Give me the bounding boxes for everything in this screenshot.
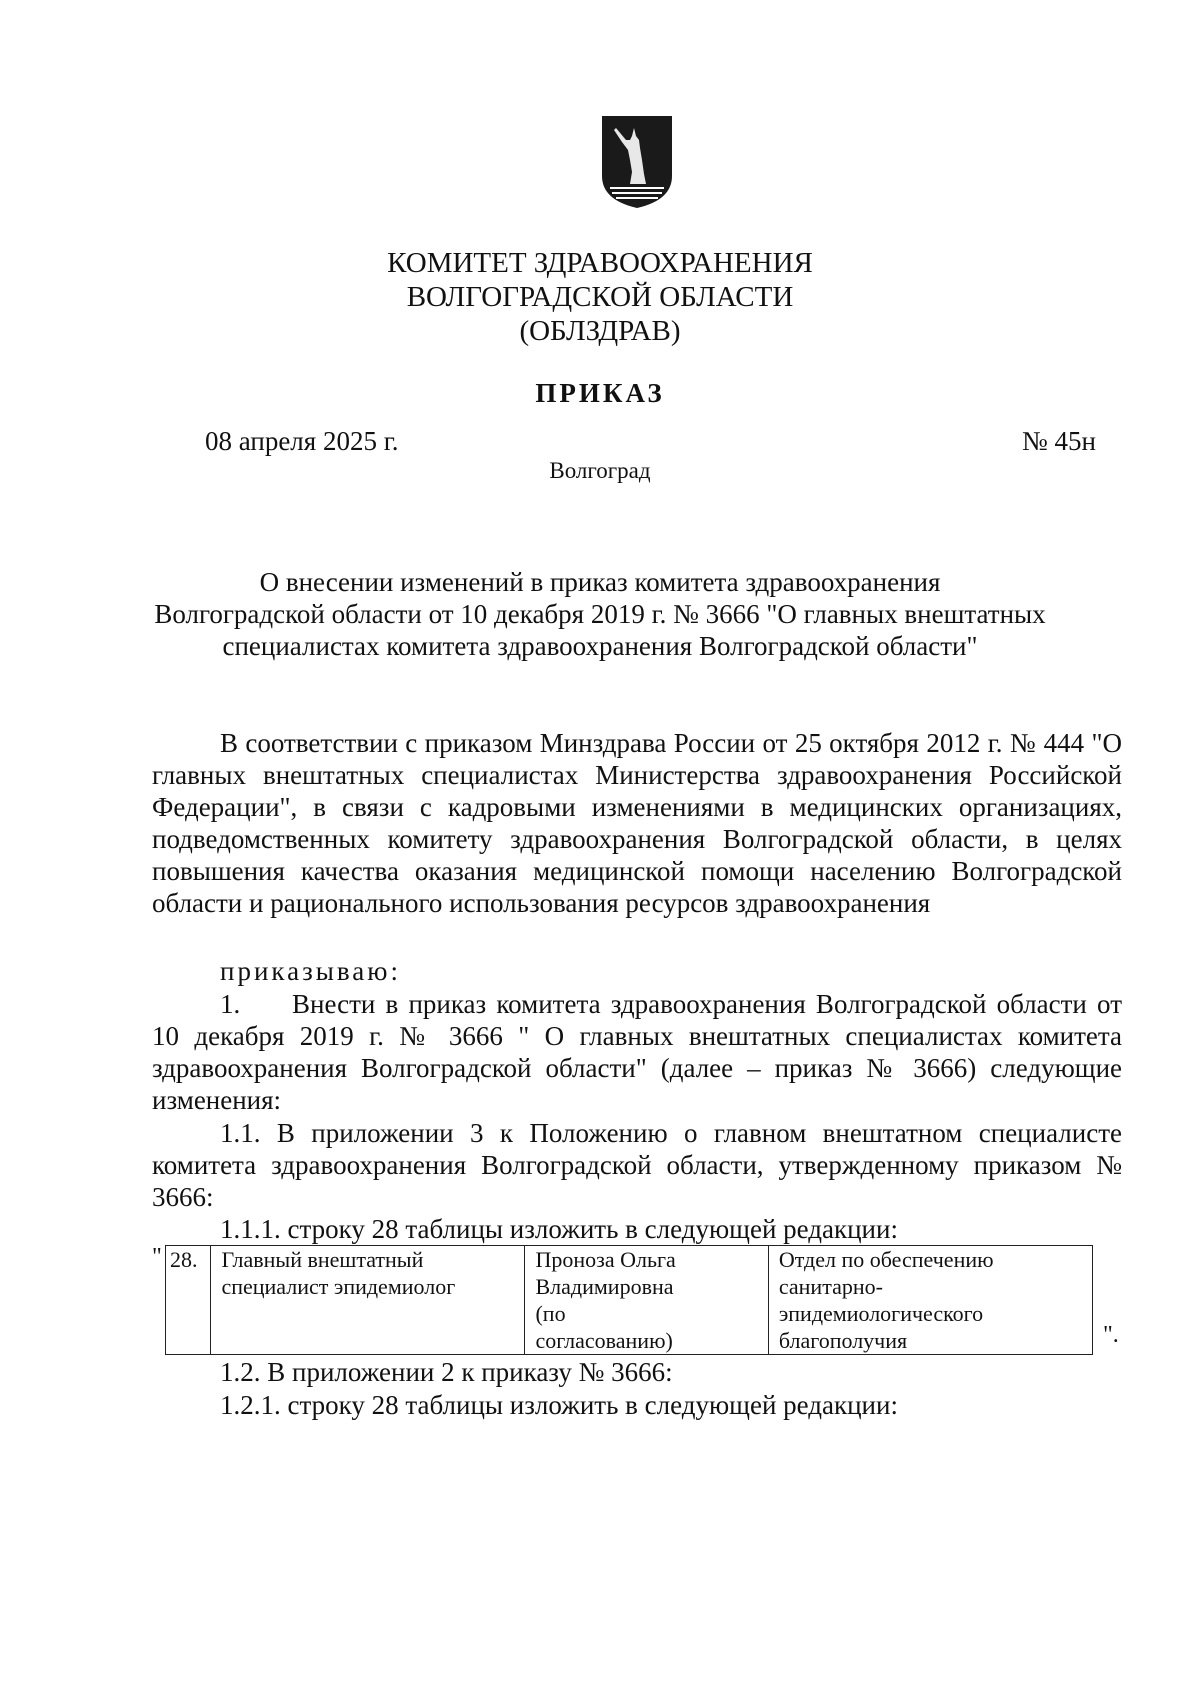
department-line-2: санитарно- [778, 1274, 883, 1299]
item-1-text: Внести в приказ комитета здравоохранения Волгоградской области от 10 декабря 2019 г. № 3666 " О главных внештатных специалистах комитета здравоохранения Волгоградской области" (далее – приказ № 3666) следующие изменения: [152, 989, 1122, 1115]
row-number-cell [166, 1246, 211, 1355]
document-subject [0, 566, 1200, 662]
department-cell [768, 1246, 1092, 1355]
table-row [166, 1246, 1093, 1355]
person-line-1: Проноза Ольга [535, 1247, 676, 1272]
organization-name [0, 246, 1200, 348]
subject-line-2: Волгоградской области от 10 декабря 2019 г. № 3666 "О главных внештатных [154, 599, 1046, 629]
coat-of-arms-emblem [600, 114, 674, 210]
amended-row-table [165, 1245, 1093, 1355]
document-number: № 45н [1022, 426, 1096, 456]
organization-line-3: (ОБЛЗДРАВ) [519, 315, 681, 347]
item-1-paragraph [152, 988, 1122, 1116]
organization-line-2: ВОЛГОГРАДСКОЙ ОБЛАСТИ [406, 281, 794, 313]
item-1-2-line: 1.2. В приложении 2 к приказу № 3666: [220, 1357, 673, 1387]
row-number: 28. [170, 1247, 198, 1272]
person-line-4: согласованию) [535, 1328, 673, 1353]
position-line-1: Главный внештатный [221, 1247, 424, 1272]
subject-line-3: специалистах комитета здравоохранения Волгоградской области" [222, 631, 978, 661]
department-line-1: Отдел по обеспечению [778, 1247, 994, 1272]
person-cell [525, 1246, 768, 1355]
item-1-number: 1. [220, 989, 241, 1019]
person-line-3: (по [535, 1301, 566, 1326]
table-open-quote: " [152, 1244, 162, 1270]
document-date: 08 апреля 2025 г. [205, 426, 399, 456]
item-1-1-paragraph: 1.1. В приложении 3 к Положению о главном внештатном специалисте комитета здравоохранения Волгоградской области, утвержденному приказом № 3666: [152, 1118, 1122, 1212]
organization-line-1: КОМИТЕТ ЗДРАВООХРАНЕНИЯ [387, 247, 813, 279]
item-1-2-1-line: 1.2.1. строку 28 таблицы изложить в следующей редакции: [220, 1390, 898, 1420]
document-city: Волгоград [549, 458, 651, 483]
document-type: ПРИКАЗ [535, 378, 665, 408]
department-line-3: эпидемиологического [778, 1301, 984, 1326]
person-line-2: Владимировна [535, 1274, 674, 1299]
table-close-quote: ". [1103, 1322, 1119, 1348]
item-1-1-1-line: 1.1.1. строку 28 таблицы изложить в следующей редакции: [220, 1214, 898, 1244]
department-line-4: благополучия [778, 1328, 908, 1353]
position-cell [211, 1246, 525, 1355]
decree-word: приказываю: [220, 956, 401, 986]
subject-line-1: О внесении изменений в приказ комитета здравоохранения [259, 567, 941, 597]
position-line-2: специалист эпидемиолог [221, 1274, 456, 1299]
preamble-paragraph: В соответствии с приказом Минздрава России от 25 октября 2012 г. № 444 "О главных внештатных специалистах Министерства здравоохранения Российской Федерации", в связи с кадровыми изменениями в медицинских организациях, подведомственных комитету здравоохранения Волгоградской области, в целях повышения качества оказания медицинской помощи населению Волгоградской области и рационального использования ресурсов здравоохранения [152, 728, 1122, 918]
